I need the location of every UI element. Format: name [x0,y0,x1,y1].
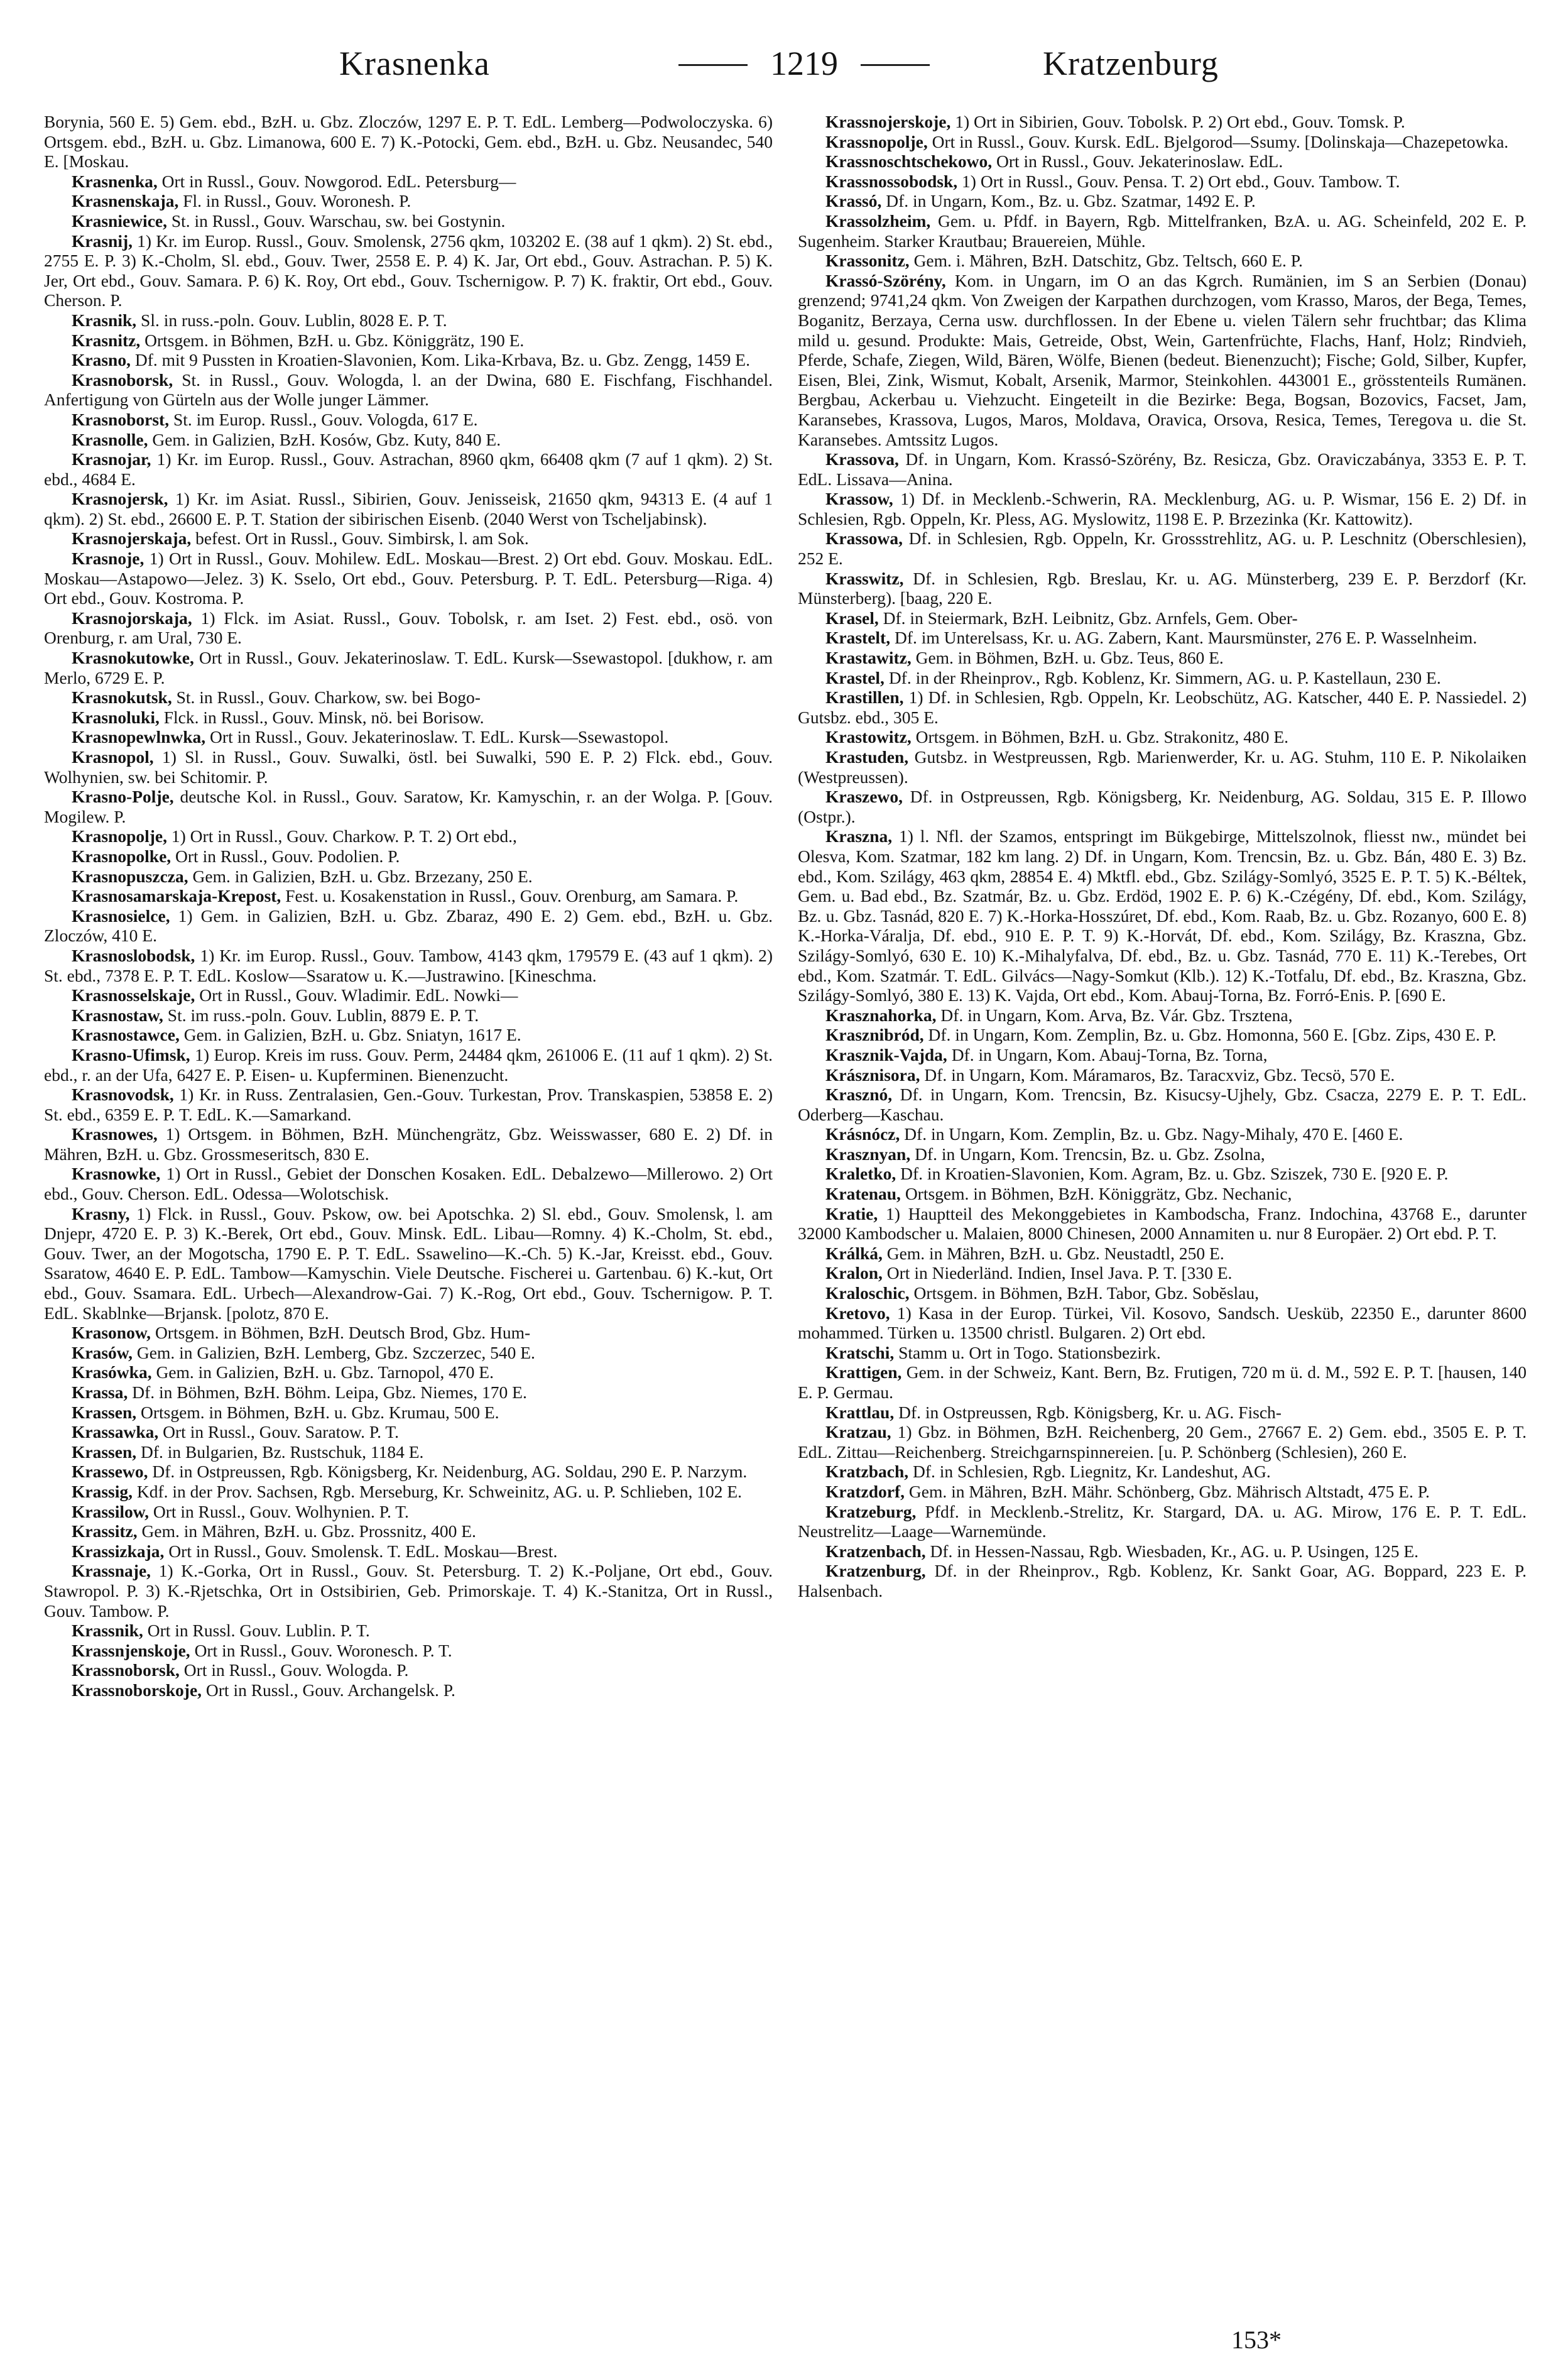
gazetteer-entry [44,787,773,826]
entry-text: Df. in Kroatien-Slavonien, Kom. Agram, Bz. u. Gbz. Sziszek, 730 E. [920 E. P. [896,1164,1449,1184]
gazetteer-entry [798,569,1527,608]
entry-headword: Krasniewice, [72,211,167,231]
entry-text: Ort in Russl., Gouv. Archangelsk. P. [202,1680,455,1700]
gazetteer-entry [798,528,1527,568]
entry-headword: Krasznyan, [825,1144,911,1164]
entry-headword: Krassawka, [72,1422,159,1442]
gazetteer-entry [44,1521,773,1541]
gazetteer-entry [44,1502,773,1522]
entry-text: Ort in Russl., Gouv. Saratow. P. T. [158,1422,399,1442]
gazetteer-entry [44,172,773,192]
gazetteer-entry [44,1204,773,1323]
entry-headword: Kratschi, [825,1342,895,1362]
entry-text: 1) Ort in Russl., Gouv. Mohilew. EdL. Moskau—Brest. 2) Ort ebd. Gouv. Moskau. EdL. Moskau—Astapowo—Jelez. 3) K. Sselo, Ort ebd., Gouv. Petersburg. P. T. EdL. Petersburg—Riga. 4) Ort ebd., Gouv. Kostroma. P. [44,549,773,608]
gazetteer-entry [44,449,773,489]
entry-headword: Krastel, [825,667,885,687]
entry-text: Fest. u. Kosakenstation in Russl., Gouv. Orenburg, am Samara. P. [281,886,739,906]
gazetteer-entry [798,727,1527,747]
gazetteer-entry [44,906,773,946]
entry-headword: Krasnokutowke, [72,648,194,668]
entry-headword: Krasnenka, [72,171,158,191]
entry-text: 1) Kr. im Asiat. Russl., Sibirien, Gouv. Jenisseisk, 21650 qkm, 94313 E. (4 auf 1 qkm). 2) St. ebd., 26600 E. P. T. Station der sibirischen Eisenb. (2040 Werst von Tscheljabinsk). [44,489,773,528]
entry-text: Df. in Schlesien, Rgb. Oppeln, Kr. Grossstrehlitz, AG. u. P. Leschnitz (Oberschlesien), 252 E. [798,528,1527,569]
gazetteer-entry [798,1422,1527,1462]
entry-text: Gem. in der Schweiz, Kant. Bern, Bz. Frutigen, 720 m ü. d. M., 592 E. P. T. [hausen, 140 E. P. Germau. [798,1362,1527,1402]
entry-text: 1) Europ. Kreis im russ. Gouv. Perm, 24484 qkm, 261006 E. (11 auf 1 qkm). 2) St. ebd., r. an der Ufa, 6427 E. P. Eisen- u. Kupferminen. Bienenzucht. [44,1044,773,1085]
entry-headword: Králká, [825,1243,883,1263]
gazetteer-entry [798,1462,1527,1482]
entry-headword: Krasznahorka, [825,1005,937,1025]
entry-headword: Krasnoborst, [72,409,170,429]
gazetteer-entry [798,1244,1527,1264]
gazetteer-entry [798,271,1527,449]
entry-text: deutsche Kol. in Russl., Gouv. Saratow, Kr. Kamyschin, r. an der Wolga. P. [Gouv. Mogilew. P. [44,787,773,826]
entry-headword: Krasnowke, [72,1164,161,1184]
gazetteer-entry [44,370,773,410]
gazetteer-entry [44,1124,773,1164]
entry-text: 1) Df. in Mecklenb.-Schwerin, RA. Mecklenburg, AG. u. P. Wismar, 156 E. 2) Df. in Schlesien, Rgb. Oppeln, Kr. Pless, AG. Myslowitz, 1198 E. P. Brzezinka (Kr. Kattowitz). [798,489,1527,528]
entry-text: 1) Flck. im Asiat. Russl., Gouv. Tobolsk, r. am Iset. 2) Fest. ebd., osö. von Orenburg, r. am Ural, 730 E. [44,608,773,648]
entry-headword: Krasno-Polje, [72,787,174,807]
entry-headword: Krassa, [72,1382,128,1402]
gazetteer-entry [798,1502,1527,1541]
entry-headword: Krasnij, [72,231,133,251]
entry-text: Flck. in Russl., Gouv. Minsk, nö. bei Borisow. [159,707,484,727]
entry-text: Ortsgem. in Böhmen, BzH. u. Gbz. Strakonitz, 480 E. [911,727,1289,747]
gazetteer-entry [798,1303,1527,1343]
header-last-entry: Kratzenburg [1043,45,1219,82]
entry-headword: Krassnoborsk, [72,1660,180,1680]
entry-headword: Krasnopolje, [72,826,168,846]
entry-headword: Krassewo, [72,1462,148,1482]
entry-headword: Krassolzheim, [825,211,931,231]
entry-headword: Krasów, [72,1342,133,1362]
entry-text: Gem. in Galizien, BzH. Kosów, Gbz. Kuty, 840 E. [148,429,501,449]
entry-headword: Kraletko, [825,1164,896,1184]
entry-headword: Krasnosamarskaja-Krepost, [72,886,281,906]
entry-headword: Krasny, [72,1203,130,1223]
entry-text: St. in Russl., Gouv. Warschau, sw. bei Gostynin. [166,211,506,231]
entry-headword: Krasnojar, [72,449,151,469]
gazetteer-entry [44,687,773,708]
entry-headword: Krasnokutsk, [72,687,172,708]
gazetteer-entry [44,1164,773,1203]
entry-headword: Krasnowes, [72,1124,158,1144]
gazetteer-entry [44,1362,773,1382]
entry-text: Df. in der Rheinprov., Rgb. Koblenz, Kr. Sankt Goar, AG. Boppard, 223 E. P. Halsenbach. [798,1561,1527,1601]
entry-text: Df. in Ungarn, Kom. Trencsin, Bz. u. Gbz. Zsolna, [910,1144,1265,1164]
entry-text: Df. in Ungarn, Kom. Zemplin, Bz. u. Gbz. Homonna, 560 E. [Gbz. Zips, 430 E. P. [923,1025,1496,1045]
gazetteer-entry [798,1482,1527,1502]
entry-headword: Krastelt, [825,628,891,648]
gazetteer-entry [44,310,773,331]
entry-text: 1) Sl. in Russl., Gouv. Suwalki, östl. bei Suwalki, 590 E. P. 2) Flck. ebd., Gouv. Wolhynien, sw. bei Schitomir. P. [44,747,773,787]
entry-headword: Krasnostawce, [72,1025,180,1045]
entry-text: Stamm u. Ort in Togo. Stationsbezirk. [894,1342,1161,1362]
gazetteer-entry [44,1442,773,1462]
entry-text: Ortsgem. in Böhmen, BzH. Königgrätz, Gbz. Nechanic, [900,1184,1292,1204]
entry-headword: Krasnik, [72,310,137,330]
gazetteer-entry [44,985,773,1005]
gazetteer-entry [798,151,1527,172]
entry-text: Ortsgem. in Böhmen, BzH. u. Gbz. Krumau, 500 E. [136,1402,499,1422]
entry-headword: Krassnoschtschekowo, [825,151,993,172]
entry-text: Df. in Bulgarien, Bz. Rustschuk, 1184 E. [136,1442,424,1462]
gazetteer-entry [798,1561,1527,1601]
gazetteer-entry [798,1005,1527,1026]
entry-headword: Krastillen, [825,687,904,708]
entry-text: Ort in Russl., Gouv. Nowgorod. EdL. Petersburg— [157,171,516,191]
entry-text: Gem. in Böhmen, BzH. u. Gbz. Teus, 860 E. [911,648,1224,668]
entry-headword: Krasznibród, [825,1025,924,1045]
entry-headword: Krassowa, [825,528,903,549]
entry-headword: Krasnoluki, [72,707,160,727]
entry-text: Df. in Ostpreussen, Rgb. Königsberg, Kr. Neidenburg, AG. Soldau, 290 E. P. Narzym. [148,1462,748,1482]
gazetteer-entry [44,946,773,985]
gazetteer-entry [798,826,1527,1005]
entry-headword: Kratenau, [825,1184,901,1204]
entry-headword: Krasnopol, [72,747,154,767]
entry-text: 1) Kr. im Europ. Russl., Gouv. Astrachan, 8960 qkm, 66408 qkm (7 auf 1 qkm). 2) St. ebd., 4684 E. [44,449,773,489]
gazetteer-entry [44,1403,773,1423]
entry-text: 1) Ort in Sibirien, Gouv. Tobolsk. P. 2) Ort ebd., Gouv. Tomsk. P. [950,112,1405,131]
gazetteer-entry [44,1323,773,1343]
gazetteer-entry [44,549,773,608]
entry-text: Ort in Russl., Gouv. Jekaterinoslaw. T. EdL. Kursk—Ssewastopol. [205,727,669,747]
gazetteer-entry [44,826,773,846]
gazetteer-entry [44,211,773,231]
gazetteer-entry [798,648,1527,668]
entry-headword: Krasnojorskaja, [72,608,192,628]
entry-text: Df. in Ostpreussen, Rgb. Königsberg, Kr. u. AG. Fisch- [894,1402,1282,1422]
entry-headword: Krasnovodsk, [72,1085,174,1105]
entry-text: 1) Kr. im Europ. Russl., Gouv. Tambow, 4143 qkm, 179579 E. (43 auf 1 qkm). 2) St. ebd., 7378 E. P. T. EdL. Koslow—Ssaratow u. K.—Justrawino. [Kineschma. [44,945,773,985]
entry-headword: Krasnostaw, [72,1005,163,1025]
gazetteer-entry [798,1283,1527,1303]
entry-text: Ort in Russl., Gouv. Kursk. EdL. Bjelgorod—Ssumy. [Dolinskaja—Chazepetowka. [927,131,1509,151]
entry-text: Df. in Ungarn, Kom., Bz. u. Gbz. Szatmar, 1492 E. P. [881,191,1256,211]
gazetteer-entry [798,1184,1527,1204]
entry-headword: Kratzau, [825,1422,891,1442]
gazetteer-entry [798,489,1527,528]
entry-text: 1) Kasa in der Europ. Türkei, Vil. Kosovo, Sandsch. Uesküb, 22350 E., darunter 8600 mohammed. Türken u. 13500 christl. Bulgaren. 2) Ort ebd. [798,1303,1527,1343]
entry-headword: Krassen, [72,1402,137,1422]
entry-text: Ort in Russl., Gouv. Jekaterinoslaw. T. EdL. Kursk—Ssewastopol. [dukhow, r. am Merlo, 6729 E. P. [44,648,773,687]
entry-text: St. in Russl., Gouv. Wologda, l. an der Dwina, 680 E. Fischfang, Fischhandel. Anfertigung von Gürteln aus der Wolle junger Lämmer. [44,369,773,410]
entry-text: Gem. in Galizien, BzH. u. Gbz. Sniatyn, 1617 E. [179,1025,521,1045]
gazetteer-entry [44,708,773,728]
signature-mark: 153* [1231,2326,1282,2354]
entry-text: St. in Russl., Gouv. Charkow, sw. bei Bogo- [172,687,481,708]
entry-text: Df. in Schlesien, Rgb. Breslau, Kr. u. AG. Münsterberg, 239 E. P. Berzdorf (Kr. Münsterberg). [baag, 220 E. [798,568,1527,608]
entry-headword: Krásznisora, [825,1064,920,1085]
entry-text: St. im Europ. Russl., Gouv. Vologda, 617 E. [169,409,478,429]
entry-headword: Krasnosselskaje, [72,985,195,1005]
entry-headword: Kraszewo, [825,787,903,807]
gazetteer-entry [798,1045,1527,1065]
gazetteer-entry [44,231,773,310]
gazetteer-entry [798,112,1527,132]
gazetteer-entry [798,1065,1527,1085]
entry-headword: Krasnenskaja, [72,191,179,211]
entry-headword: Krasnojersk, [72,489,168,509]
gazetteer-entry [44,727,773,747]
entry-headword: Krassnaje, [72,1561,151,1581]
gazetteer-entry [44,1085,773,1124]
gazetteer-entry [44,1660,773,1680]
entry-headword: Kratzenburg, [825,1561,926,1581]
entry-text: Ort in Russl., Gouv. Woronesch. P. T. [190,1640,452,1660]
entry-text: Df. im Unterelsass, Kr. u. AG. Zabern, Kant. Maursmünster, 276 E. P. Wasselnheim. [890,628,1478,648]
entry-headword: Krasnopolke, [72,846,172,866]
entry-headword: Krasznó, [825,1085,893,1105]
entry-text: Gem. in Galizien, BzH. Lemberg, Gbz. Szczerzec, 540 E. [133,1342,535,1362]
entry-headword: Krassnopolje, [825,131,928,151]
gazetteer-entry [44,191,773,211]
gazetteer-entry [44,1680,773,1700]
entry-headword: Krasswitz, [825,568,904,588]
gazetteer-entry [798,191,1527,211]
entry-text: Df. in Böhmen, BzH. Böhm. Leipa, Gbz. Niemes, 170 E. [128,1382,527,1402]
entry-headword: Kratzenbach, [825,1541,926,1561]
gazetteer-entry [44,528,773,549]
entry-headword: Krastawitz, [825,648,912,668]
entry-headword: Krassnik, [72,1621,143,1641]
gazetteer-entry [44,1422,773,1442]
entry-text: Gutsbz. in Westpreussen, Rgb. Marienwerder, Kr. u. AG. Stuhm, 110 E. P. Nikolaiken (Westpreussen). [798,747,1527,787]
entry-text: 1) Ort in Russl., Gouv. Pensa. T. 2) Ort ebd., Gouv. Tambow. T. [957,171,1400,191]
gazetteer-entry [798,668,1527,688]
entry-headword: Krassnoborskoje, [72,1680,202,1700]
entry-text: Ort in Russl., Gouv. Jekaterinoslaw. EdL. [992,151,1283,172]
gazetteer-entry [798,787,1527,826]
gazetteer-entry [44,867,773,887]
entry-text: Gem. in Mähren, BzH. Mähr. Schönberg, Gbz. Mährisch Altstadt, 475 E. P. [905,1481,1430,1501]
running-header [0,44,1568,94]
entry-text: Df. mit 9 Pussten in Kroatien-Slavonien, Kom. Lika-Krbava, Bz. u. Gbz. Zengg, 1459 E. [130,350,750,370]
gazetteer-entry [798,687,1527,727]
entry-headword: Krasnopuszcza, [72,866,188,886]
entry-headword: Kratie, [825,1203,878,1223]
gazetteer-entry [798,1403,1527,1423]
gazetteer-entry [44,489,773,528]
gazetteer-entry [798,449,1527,489]
entry-text: St. im russ.-poln. Gouv. Lublin, 8879 E. P. T. [163,1005,479,1025]
entry-text: Kom. in Ungarn, im O an das Kgrch. Rumänien, im S an Serbien (Donau) grenzend; 9741,24 qkm. Von Zweigen der Karpathen durchzogen, vom Krasso, Maros, der Bega, Temes, Boganitz, Berzaya, Cerna usw. durchflossen. In der Ebene u. vielen Tälern sehr fruchtbar; das Klima mild u. gesund. Produkte: Mais, Getreide, Obst, Wein, Gartenfrüchte, Flachs, Hanf, Holz; Rindvieh, Pferde, Schafe, Ziegen, Wild, Bären, Wölfe, Bienen (bedeut. Bienenzucht); Fische; Gold, Silber, Kupfer, Eisen, Blei, Zink, Wismut, Kobalt, Arsenik, Marmor, Steinkohlen. 443001 E., grösstenteils Rumänen. Bergbau, Ackerbau u. Viehzucht. Eingeteilt in die Bezirke: Bega, Bogsan, Bozovics, Facset, Jam, Karansebes, Krassova, Lugos, Maros, Moldava, Oravica, Orsova, Resica, Temes, Teregova u. die St. Karansebes. Amtssitz Lugos. [798,270,1527,449]
entry-text: Sl. in russ.-poln. Gouv. Lublin, 8028 E. P. T. [136,310,447,330]
entry-headword: Krásnócz, [825,1124,900,1144]
entry-headword: Krasnosielce, [72,906,170,926]
entry-text: Kdf. in der Prov. Sachsen, Rgb. Merseburg, Kr. Schweinitz, AG. u. P. Schlieben, 102 E. [133,1481,743,1501]
entry-headword: Krasel, [825,608,879,628]
entry-headword: Krasnoslobodsk, [72,945,195,965]
entry-headword: Krasznik-Vajda, [825,1044,947,1064]
entry-headword: Krasno, [72,350,131,370]
gazetteer-entry [44,1045,773,1085]
entry-headword: Krassnojerskoje, [825,112,951,131]
entry-text: 1) Ort in Russl., Gebiet der Donschen Kosaken. EdL. Debalzewo—Millerowo. 2) Ort ebd., Gouv. Cherson. EdL. Odessa—Wolotschisk. [44,1164,773,1204]
gazetteer-entry [44,1621,773,1641]
entry-text: Ort in Russl., Gouv. Wologda. P. [179,1660,409,1680]
header-first-entry: Krasnenka [339,45,490,82]
entry-headword: Krassen, [72,1442,137,1462]
gazetteer-entry [798,1164,1527,1184]
entry-text: Gem. in Mähren, BzH. u. Gbz. Neustadtl, 250 E. [882,1243,1224,1263]
gazetteer-entry [44,846,773,867]
entry-headword: Krassow, [825,489,893,509]
entry-headword: Kralon, [825,1263,883,1283]
entry-headword: Krasówka, [72,1362,152,1382]
entry-headword: Kraloschic, [825,1283,910,1303]
entry-headword: Krattlau, [825,1402,895,1422]
gazetteer-entry [44,608,773,648]
entry-headword: Krastowitz, [825,727,912,747]
entry-text: Df. in Ostpreussen, Rgb. Königsberg, Kr. Neidenburg, AG. Soldau, 315 E. P. Illowo (Ostpr.). [798,787,1527,826]
entry-text: Ort in Russl. Gouv. Lublin. P. T. [143,1621,370,1641]
gazetteer-entry [798,1124,1527,1144]
entry-headword: Krassnossobodsk, [825,171,958,191]
gazetteer-entry [44,430,773,450]
entry-headword: Krassig, [72,1481,133,1501]
entry-headword: Krassizkaja, [72,1541,165,1561]
gazetteer-entry [798,211,1527,251]
gazetteer-entry [798,1541,1527,1562]
gazetteer-entry [798,608,1527,628]
entry-text: 1) Gem. in Galizien, BzH. u. Gbz. Zbaraz, 490 E. 2) Gem. ebd., BzH. u. Gbz. Zloczów, 410 E. [44,906,773,946]
entry-headword: Kraszna, [825,826,893,846]
gazetteer-entry [44,1005,773,1026]
entry-headword: Krasonow, [72,1323,151,1343]
left-column [44,112,773,1700]
entry-text: Df. in Ungarn, Kom. Abauj-Torna, Bz. Torna, [947,1044,1268,1064]
entry-headword: Krasnopewlnwka, [72,727,206,747]
entry-text: Gem. in Galizien, BzH. u. Gbz. Tarnopol, 470 E. [151,1362,494,1382]
entry-text: 1) Kr. im Europ. Russl., Gouv. Smolensk, 2756 qkm, 103202 E. (38 auf 1 qkm). 2) St. ebd., 2755 E. P. 3) K.-Cholm, Sl. ebd., Gouv. Twer, 2558 E. P. 4) K. Jar, Ort ebd., Gouv. Astrachan. P. 5) K. Jer, Ort ebd., Gouv. Samara. P. 6) K. Roy, Ort ebd., Gouv. Tschernigow. P. 7) K. fraktir, Ort ebd., Gouv. Cherson. P. [44,231,773,310]
gazetteer-entry [798,628,1527,648]
entry-headword: Krasnitz, [72,330,141,350]
entry-text: Ortsgem. in Böhmen, BzH. Tabor, Gbz. Sobĕslau, [909,1283,1259,1303]
gazetteer-entry [44,747,773,787]
entry-headword: Krasnojerskaja, [72,528,192,549]
entry-headword: Kratzbach, [825,1462,909,1482]
entry-text: Ortsgem. in Böhmen, BzH. Deutsch Brod, Gbz. Hum- [151,1323,531,1343]
gazetteer-entry [44,350,773,370]
gazetteer-entry [44,1541,773,1562]
entry-headword: Krasnoje, [72,549,144,569]
entry-text: 1) Hauptteil des Mekonggebietes in Kambodscha, Franz. Indochina, 43768 E., darunter 32000 Kambodscher u. Malaien, 8000 Chinesen, 2000 Annamiten u. nur 8 Europäer. 2) Ort ebd. P. T. [798,1203,1527,1244]
entry-text: 1) Kr. in Russ. Zentralasien, Gen.-Gouv. Turkestan, Prov. Transkaspien, 53858 E. 2) St. ebd., 6359 E. P. T. EdL. K.—Samarkand. [44,1085,773,1124]
page-number: 1219 [678,44,930,83]
gazetteer-entry [798,1362,1527,1402]
gazetteer-entry [44,648,773,687]
gazetteer-entry [44,1641,773,1661]
gazetteer-entry [44,331,773,351]
gazetteer-entry [798,747,1527,787]
entry-text: 1) l. Nfl. der Szamos, entspringt im Bükgebirge, Mittelszolnok, fliesst nw., mündet bei Olesva, Kom. Szatmar, 182 km lang. 2) Df. in Ungarn, Kom. Trencsin, Bz. u. Gbz. Bán, 480 E. 3) Bz. ebd., Kom. Szilágy, 463 qkm, 28854 E. 4) Mktfl. ebd., Gbz. Szilágy-Somlyó, 3525 E. P. T. 5) K.-Béltek, Gem. u. Bad ebd., Bz. Szatmár, Bz. u. Gbz. Erdöd, 1902 E. P. 6) K.-Czégény, Df. ebd., Kom. Szilágy, Bz. u. Gbz. Tasnád, 820 E. 7) K.-Horka-Hosszúret, Df. ebd., Kom. Raab, Bz. u. Gbz. Rozanyo, 600 E. 8) K.-Horka-Váralja, Df. ebd., 910 E. P. T. 9) K.-Horvát, Df. ebd., Kom. Szilágy, Bz. Kraszna, Gbz. Szilágy-Somlyó, 630 E. 10) K.-Mihalyfalva, Df. ebd., Bz. u. Gbz. Tasnád, 770 E. 11) K.-Terebes, Ort ebd., Kom. Szatmár. T. EdL. Gilvács—Nagy-Somkut (Klb.). 12) K.-Totfalu, Df. ebd., Bz. Kraszna, Gbz. Szilágy-Somlyó, 380 E. 13) K. Vajda, Ort ebd., Kom. Abauj-Torna, Bz. Forró-Enis. P. [690 E. [798,826,1527,1005]
gazetteer-entry [798,1025,1527,1045]
gazetteer-entry [798,1263,1527,1283]
entry-text: 1) Ortsgem. in Böhmen, BzH. Münchengrätz, Gbz. Weisswasser, 680 E. 2) Df. in Mähren, BzH. u. Gbz. Grossmeseritsch, 830 E. [44,1124,773,1164]
gazetteer-entry [44,1482,773,1502]
entry-headword: Krassnjenskoje, [72,1640,190,1660]
entry-headword: Krasnolle, [72,429,148,449]
gazetteer-entry [798,1085,1527,1124]
entry-text: 1) K.-Gorka, Ort in Russl., Gouv. St. Petersburg. T. 2) K.-Poljane, Ort ebd., Gouv. Stawropol. P. 3) K.-Rjetschka, Ort in Ostsibirien, Geb. Primorskaje. T. 4) K.-Stanitza, Ort in Russl., Gouv. Tambow. P. [44,1561,773,1621]
entry-text: Df. in Hessen-Nassau, Rgb. Wiesbaden, Kr., AG. u. P. Usingen, 125 E. [925,1541,1418,1561]
entry-headword: Krassitz, [72,1521,138,1541]
gazetteer-entry [44,1025,773,1045]
entry-headword: Krassó-Szörény, [825,270,946,290]
entry-headword: Krattigen, [825,1362,902,1382]
entry-text: Ort in Russl., Gouv. Wolhynien. P. T. [149,1501,409,1521]
entry-text: Gem. in Galizien, BzH. u. Gbz. Brzezany, 250 E. [188,866,533,886]
entry-text: 1) Gbz. in Böhmen, BzH. Reichenberg, 20 Gem., 27667 E. 2) Gem. ebd., 3505 E. P. T. EdL. Zittau—Reichenberg. Streichgarnspinnereien. [u. P. Schönberg (Schlesien), 260 E. [798,1422,1527,1462]
entry-text: Pfdf. in Mecklenb.-Strelitz, Kr. Stargard, DA. u. AG. Mirow, 176 E. P. T. EdL. Neustrelitz—Laage—Warnemünde. [798,1501,1527,1541]
entry-text: Df. in Steiermark, BzH. Leibnitz, Gbz. Arnfels, Gem. Ober- [878,608,1298,628]
entry-text: Df. in Ungarn, Kom. Máramaros, Bz. Taracxviz, Gbz. Tecsö, 570 E. [920,1064,1395,1085]
gazetteer-entry [798,1204,1527,1244]
entry-headword: Krasno-Ufimsk, [72,1044,190,1064]
entry-text: Gem. u. Pfdf. in Bayern, Rgb. Mittelfranken, BzA. u. AG. Scheinfeld, 202 E. P. Sugenheim. Starker Krautbau; Brauereien, Mühle. [798,211,1527,251]
entry-text: Borynia, 560 E. 5) Gem. ebd., BzH. u. Gbz. Zloczów, 1297 E. P. T. EdL. Lemberg—Podwoloczyska. 6) Ortsgem. ebd., BzH. u. Gbz. Limanowa, 600 E. 7) K.-Potocki, Gem. ebd., BzH. u. Gbz. Neusandec, 540 E. [Moskau. [44,112,773,172]
entry-headword: Krassilow, [72,1501,149,1521]
gazetteer-entry [44,410,773,430]
entry-text: 1) Df. in Schlesien, Rgb. Oppeln, Kr. Leobschütz, AG. Katscher, 440 E. P. Nassiedel. 2) Gutsbz. ebd., 305 E. [798,687,1527,727]
right-column [798,112,1527,1601]
gazetteer-entry [44,1561,773,1621]
gazetteer-entry [44,1382,773,1403]
entry-text: Ortsgem. in Böhmen, BzH. u. Gbz. Königgrätz, 190 E. [140,330,525,350]
entry-text: Df. in Schlesien, Rgb. Liegnitz, Kr. Landeshut, AG. [908,1462,1271,1482]
gazetteer-entry [44,886,773,906]
entry-text: Df. in der Rheinprov., Rgb. Koblenz, Kr. Simmern, AG. u. P. Kastellaun, 230 E. [884,667,1441,687]
gazetteer-entry [798,172,1527,192]
entry-text: Df. in Ungarn, Kom. Zemplin, Bz. u. Gbz. Nagy-Mihaly, 470 E. [460 E. [900,1124,1403,1144]
entry-text: Gem. i. Mähren, BzH. Datschitz, Gbz. Teltsch, 660 E. P. [909,251,1303,271]
gazetteer-entry [44,1462,773,1482]
entry-headword: Krasnoborsk, [72,369,173,390]
gazetteer-entry [44,112,773,172]
gazetteer-entry [44,1343,773,1363]
gazetteer-entry [798,132,1527,152]
entry-headword: Krassó, [825,191,882,211]
entry-text: befest. Ort in Russl., Gouv. Simbirsk, l. am Sok. [191,528,529,549]
entry-text: Ort in Niederländ. Indien, Insel Java. P. T. [330 E. [882,1263,1233,1283]
gazetteer-entry [798,1144,1527,1164]
gazetteer-entry [798,251,1527,271]
entry-headword: Kretovo, [825,1303,890,1323]
entry-text: Df. in Ungarn, Kom. Trencsin, Bz. Kisucsy-Ujhely, Gbz. Csacza, 2279 E. P. T. EdL. Oderberg—Kaschau. [798,1085,1527,1124]
entry-headword: Krastuden, [825,747,909,767]
entry-headword: Kratzdorf, [825,1481,905,1501]
entry-text: 1) Ort in Russl., Gouv. Charkow. P. T. 2) Ort ebd., [167,826,517,846]
entry-text: 1) Flck. in Russl., Gouv. Pskow, ow. bei Apotschka. 2) Sl. ebd., Gouv. Smolensk, l. am Dnjepr, 4720 E. P. 3) K.-Berek, Ort ebd., Gouv. Minsk. EdL. Libau—Romny. 4) K.-Cholm, St. ebd., Gouv. Twer, an der Mogotscha, 1790 E. P. T. EdL. Ssawelino—K.-Ch. 5) K.-Jar, Kreisst. ebd., Gouv. Ssaratow, 4640 E. P. EdL. Tambow—Kamyschin. Viele Deutsche. Fischerei u. Gartenbau. 6) K.-kut, Ort ebd., Gouv. Ssamara. EdL. Urbech—Alexandrow-Gai. 7) K.-Rog, Ort ebd., Gouv. Tschernigow. P. T. EdL. Skablnke—Brjansk. [polotz, 870 E. [44,1203,773,1323]
entry-text: Gem. in Mähren, BzH. u. Gbz. Prossnitz, 400 E. [137,1521,476,1541]
gazetteer-entry [798,1343,1527,1363]
entry-text: Ort in Russl., Gouv. Smolensk. T. EdL. Moskau—Brest. [164,1541,558,1561]
entry-headword: Krassova, [825,449,899,469]
entry-text: Df. in Ungarn, Kom. Krassó-Szörény, Bz. Resicza, Gbz. Oraviczabánya, 3353 E. P. T. EdL. Lissava—Anina. [798,449,1527,489]
entry-text: Ort in Russl., Gouv. Podolien. P. [171,846,400,866]
entry-text: Df. in Ungarn, Kom. Arva, Bz. Vár. Gbz. Trsztena, [936,1005,1293,1025]
entry-headword: Kratzeburg, [825,1501,917,1521]
entry-headword: Krassonitz, [825,251,910,271]
entry-text: Ort in Russl., Gouv. Wladimir. EdL. Nowki— [195,985,518,1005]
entry-text: Fl. in Russl., Gouv. Woronesh. P. [178,191,411,211]
